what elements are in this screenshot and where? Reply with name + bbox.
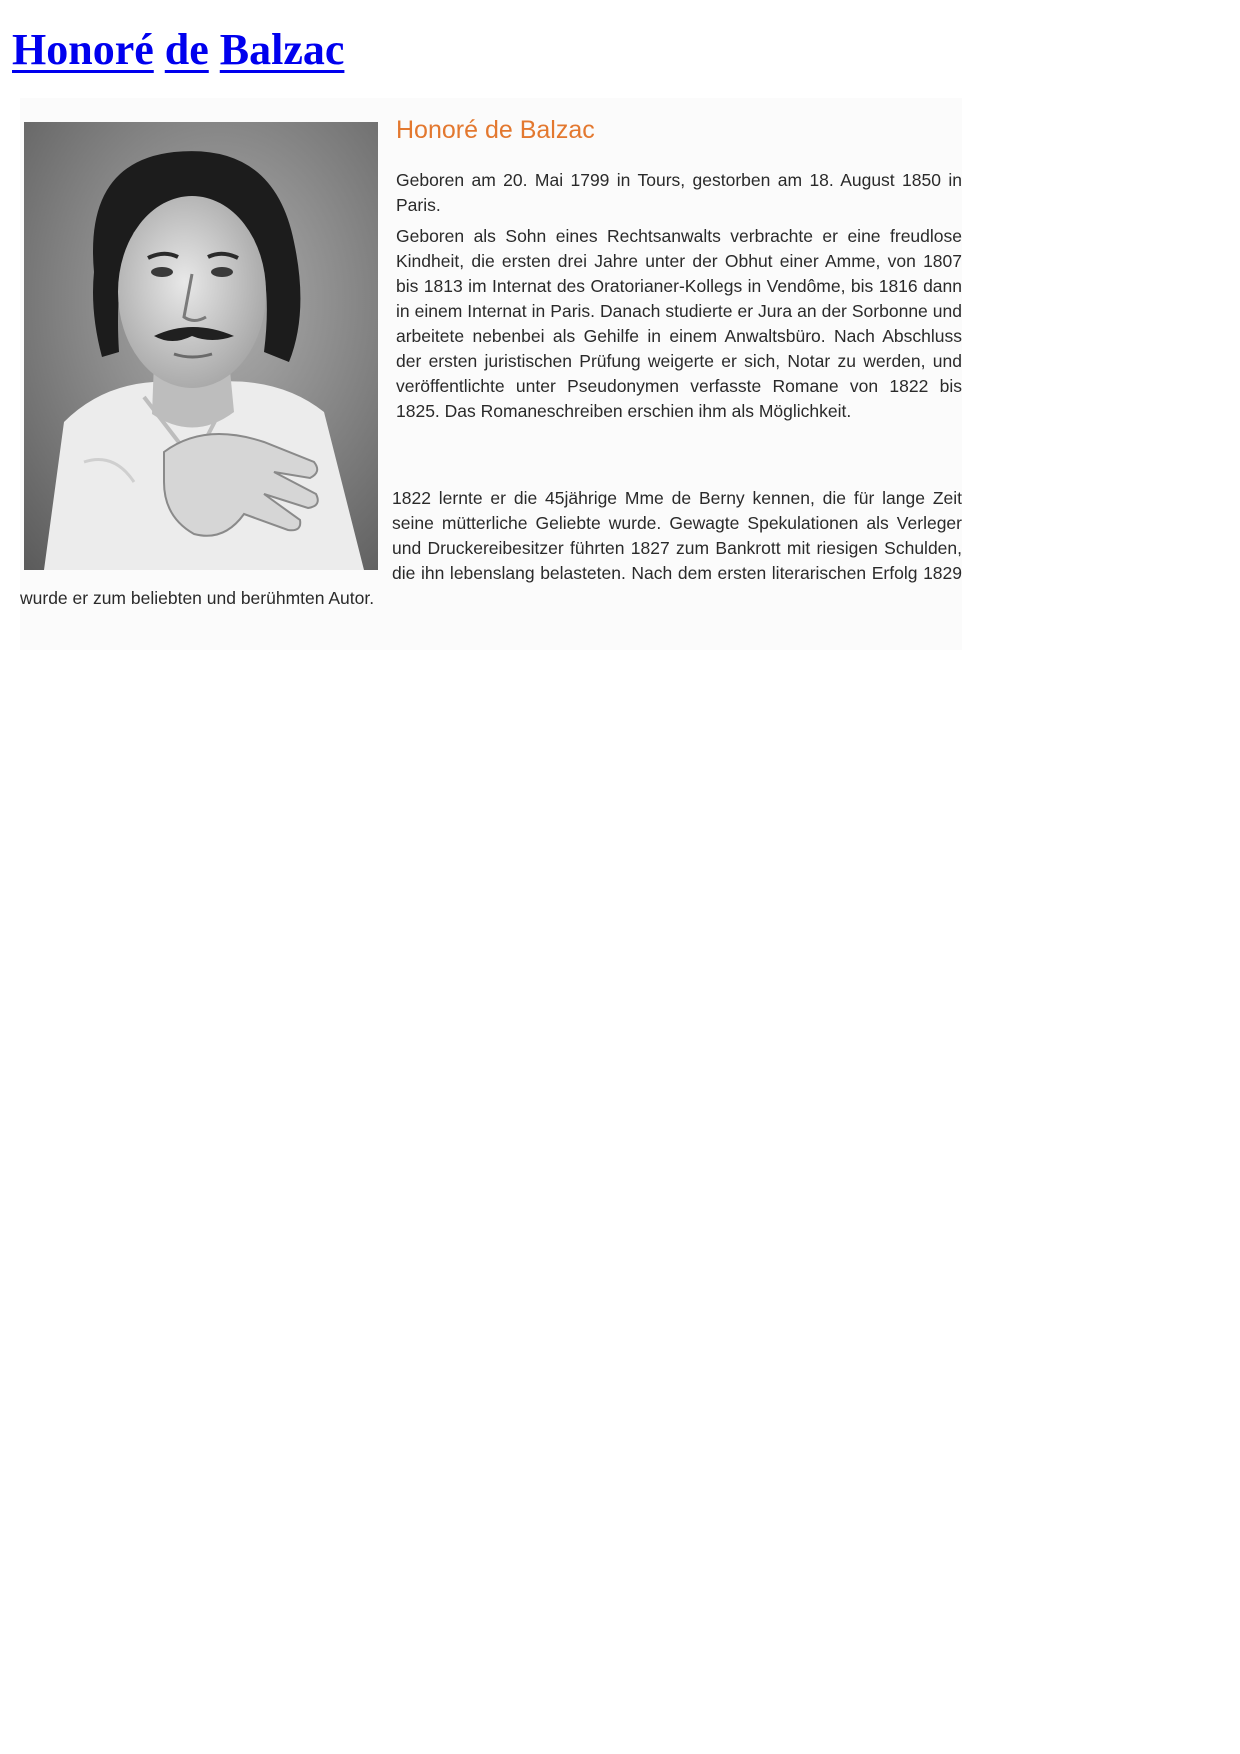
heading-link-de[interactable]: de (164, 25, 209, 74)
biography-card-image (20, 98, 962, 650)
paragraph-career-text: 1822 lernte er die 45jährige Mme de Berny kennen, die für lange Zeit seine mütterliche Geliebte wurde. Gewagte Spekulationen als Verleger und Druckereibesitzer führten 1827 zum Bankrott mit riesigen Schulden, die ihn lebenslang belasteten. Nach dem ersten literarischen Erfolg 1829 wurde er zum beliebten und berühmten Autor. (20, 488, 962, 608)
paragraph-career (20, 486, 962, 611)
paragraph-youth: Geboren als Sohn eines Rechtsanwalts verbrachte er eine freudlose Kindheit, die ersten drei Jahre unter der Obhut einer Amme, von 1807 bis 1813 im Internat des Oratorianer-Kollegs in Vendôme, bis 1816 dann in einem Internat in Paris. Danach studierte er Jura an der Sorbonne und arbeitete nebenbei als Gehilfe in einem Anwaltsbüro. Nach Abschluss der ersten juristischen Prüfung weigerte er sich, Notar zu werden, und veröffentlichte unter Pseudonymen verfasste Romane von 1822 bis 1825. Das Romaneschreiben erschien ihm als Möglichkeit. (396, 226, 962, 421)
heading-link-balzac[interactable]: Balzac (219, 25, 345, 74)
heading-link-honore[interactable]: Honoré (12, 25, 154, 74)
card-title: Honoré de Balzac (396, 116, 595, 144)
paragraph-birth: Geboren am 20. Mai 1799 in Tours, gestorben am 18. August 1850 in Paris. (396, 170, 962, 215)
card-text-column (396, 168, 962, 430)
page-title (12, 20, 344, 80)
